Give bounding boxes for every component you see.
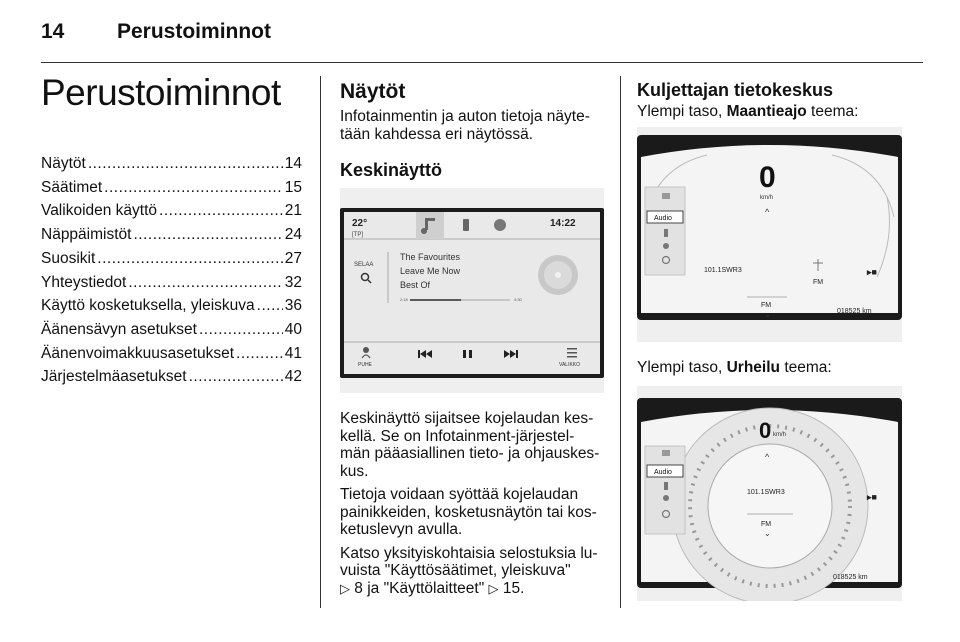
band-label-right: FM xyxy=(813,279,824,286)
toc-entry-page: 15 xyxy=(284,178,302,196)
next-icon: ▸■ xyxy=(867,492,877,502)
odometer-label: 018525 km xyxy=(833,574,868,581)
paragraph-1: Keskinäyttö sijaitsee kojelaudan kes- kellä. Se on Infotainment-järjestel- män pääasiallinen tieto- ja ohjauskes- kus. xyxy=(340,410,600,480)
toc-entry[interactable] xyxy=(41,223,302,247)
track-artist: Leave Me Now xyxy=(400,266,461,276)
info-icon xyxy=(662,193,670,199)
caption-sport-post: teema: xyxy=(780,359,832,376)
reference-arrow-icon: ▷ xyxy=(488,580,499,596)
menu-icon[interactable] xyxy=(567,348,577,358)
caption-touring xyxy=(637,103,927,121)
speed-unit: km/h xyxy=(773,432,787,438)
toc-leader-dots xyxy=(189,365,283,389)
dashboard-sport-svg xyxy=(637,386,902,601)
phone-icon xyxy=(664,482,668,490)
right-column xyxy=(637,79,927,121)
section-heading: Näytöt xyxy=(340,80,406,103)
toc-entry[interactable] xyxy=(41,247,302,271)
paragraph-3 xyxy=(340,545,610,598)
reference-arrow-icon: ▷ xyxy=(340,580,350,596)
album-art-disc xyxy=(538,255,578,295)
toc-entry-page: 40 xyxy=(284,320,302,338)
caption-sport-bold: Urheilu xyxy=(726,359,781,376)
toc-leader-dots xyxy=(88,152,283,176)
browse-label: SELAA xyxy=(354,262,374,268)
clock-label: 14:22 xyxy=(550,218,576,229)
caption-touring-post: teema: xyxy=(806,103,859,120)
toc-entry-page: 14 xyxy=(284,155,302,172)
elapsed-time: 2:18 xyxy=(400,297,408,302)
toc-entry[interactable] xyxy=(41,318,302,342)
station-label: 101.1SWR3 xyxy=(747,489,785,496)
up-arrow-icon: ^ xyxy=(765,452,770,462)
toc-entry-page: 42 xyxy=(284,368,302,386)
toc-entry-label: Näppäimistöt xyxy=(41,226,132,244)
paragraph-3-text: Katso yksityiskohtaisia selostuksia lu- vuista "Käyttösäätimet, yleiskuva" xyxy=(340,544,598,579)
dashboard-sport-figure xyxy=(637,386,902,601)
toc-entry-label: Äänenvoimakkuusasetukset xyxy=(41,344,235,362)
toc-entry[interactable] xyxy=(41,199,302,223)
paragraph-3-end: 15. xyxy=(498,579,525,597)
speed-readout: 0 xyxy=(759,161,776,194)
navigation-icon[interactable] xyxy=(494,219,506,231)
dashboard-touring-svg xyxy=(637,127,902,342)
caption-touring-bold: Maantieajo xyxy=(726,103,807,120)
paragraph-2: Tietoja voidaan syöttää kojelaudan painikkeiden, kosketusnäytön tai kos- ketuslevyn avulla. xyxy=(340,486,597,538)
paragraph-3-ref: 8 ja "Käyttölaitteet" xyxy=(350,579,489,597)
toc-entry-page: 27 xyxy=(284,249,302,267)
chapter-title: Perustoiminnot xyxy=(41,72,281,113)
toc-leader-dots xyxy=(97,247,282,271)
column-divider-left xyxy=(320,76,321,608)
odometer-label: 018525 km xyxy=(837,308,872,315)
info-icon xyxy=(662,450,670,456)
center-display-svg xyxy=(340,188,604,393)
toc-entry[interactable] xyxy=(41,294,302,318)
down-arrow-icon: ⌄ xyxy=(764,529,771,538)
toc-entry-label: Näytöt xyxy=(41,155,86,172)
toc-entry-page: 21 xyxy=(284,202,302,220)
music-tab[interactable] xyxy=(416,212,444,239)
audio-label: Audio xyxy=(654,469,672,476)
page-number: 14 xyxy=(41,20,65,43)
down-arrow-icon: ⌄ xyxy=(764,310,771,319)
toc-entry[interactable] xyxy=(41,271,302,295)
subsection-heading: Keskinäyttö xyxy=(340,160,443,180)
speed-readout: 0 xyxy=(759,418,772,443)
toc-leader-dots xyxy=(199,318,283,342)
toc-leader-dots xyxy=(133,223,282,247)
toc-leader-dots xyxy=(104,176,283,200)
caption-sport-wrap xyxy=(637,359,927,377)
navigation-icon xyxy=(663,243,669,249)
toc-entry-label: Valikoiden käyttö xyxy=(41,202,158,220)
middle-column-body xyxy=(340,410,610,597)
toc-leader-dots xyxy=(236,342,283,366)
toc-entry-label: Yhteystiedot xyxy=(41,273,127,291)
intro-paragraph: Infotainmentin ja auton tietoja näyte- tään kahdessa eri näytössä. xyxy=(340,108,590,143)
column-divider-right xyxy=(620,76,621,608)
menu-label: VALIKKO xyxy=(559,362,581,368)
toc-entry-label: Suosikit xyxy=(41,249,96,267)
toc-entry-label: Käyttö kosketuksella, yleiskuva xyxy=(41,297,255,315)
voice-label: PUHE xyxy=(358,362,372,368)
station-label: 101.1SWR3 xyxy=(704,267,742,274)
toc-leader-dots xyxy=(257,294,283,318)
track-album: Best Of xyxy=(400,280,431,290)
toc-leader-dots xyxy=(128,271,282,295)
tp-label: [TP] xyxy=(352,232,364,238)
toc-entry-label: Järjestelmäasetukset xyxy=(41,368,187,386)
toc-entry-page: 32 xyxy=(284,273,302,291)
band-label-bottom: FM xyxy=(761,521,772,528)
toc-entry-page: 36 xyxy=(284,297,302,315)
phone-icon[interactable] xyxy=(463,219,469,231)
toc-entry-label: Säätimet xyxy=(41,178,103,196)
speed-unit: km/h xyxy=(760,195,774,201)
toc-entry-page: 41 xyxy=(284,344,302,362)
temperature-label: 22° xyxy=(352,218,368,229)
caption-sport-pre: Ylempi taso, xyxy=(637,359,727,376)
caption-sport xyxy=(637,359,927,377)
table-of-contents xyxy=(41,152,302,389)
toc-entry[interactable] xyxy=(41,342,302,366)
dashboard-touring-figure xyxy=(637,127,902,342)
toc-entry[interactable] xyxy=(41,365,302,389)
toc-entry-label: Äänensävyn asetukset xyxy=(41,320,197,338)
center-display-figure xyxy=(340,188,604,393)
band-label-bottom: FM xyxy=(761,302,772,309)
header-rule xyxy=(41,62,923,63)
middle-column xyxy=(340,80,604,181)
audio-label: Audio xyxy=(654,215,672,222)
next-icon: ▸■ xyxy=(867,267,877,277)
total-time: 4:30 xyxy=(514,297,522,302)
up-arrow-icon: ^ xyxy=(765,207,770,217)
toc-entry[interactable] xyxy=(41,176,302,200)
toc-entry-page: 24 xyxy=(284,226,302,244)
navigation-icon xyxy=(663,495,669,501)
phone-icon xyxy=(664,229,668,237)
dic-heading: Kuljettajan tietokeskus xyxy=(637,80,834,100)
caption-touring-pre: Ylempi taso, xyxy=(637,103,727,120)
toc-entry[interactable] xyxy=(41,152,302,176)
toc-leader-dots xyxy=(159,199,283,223)
track-title: The Favourites xyxy=(400,252,461,262)
running-header: Perustoiminnot xyxy=(117,20,272,43)
